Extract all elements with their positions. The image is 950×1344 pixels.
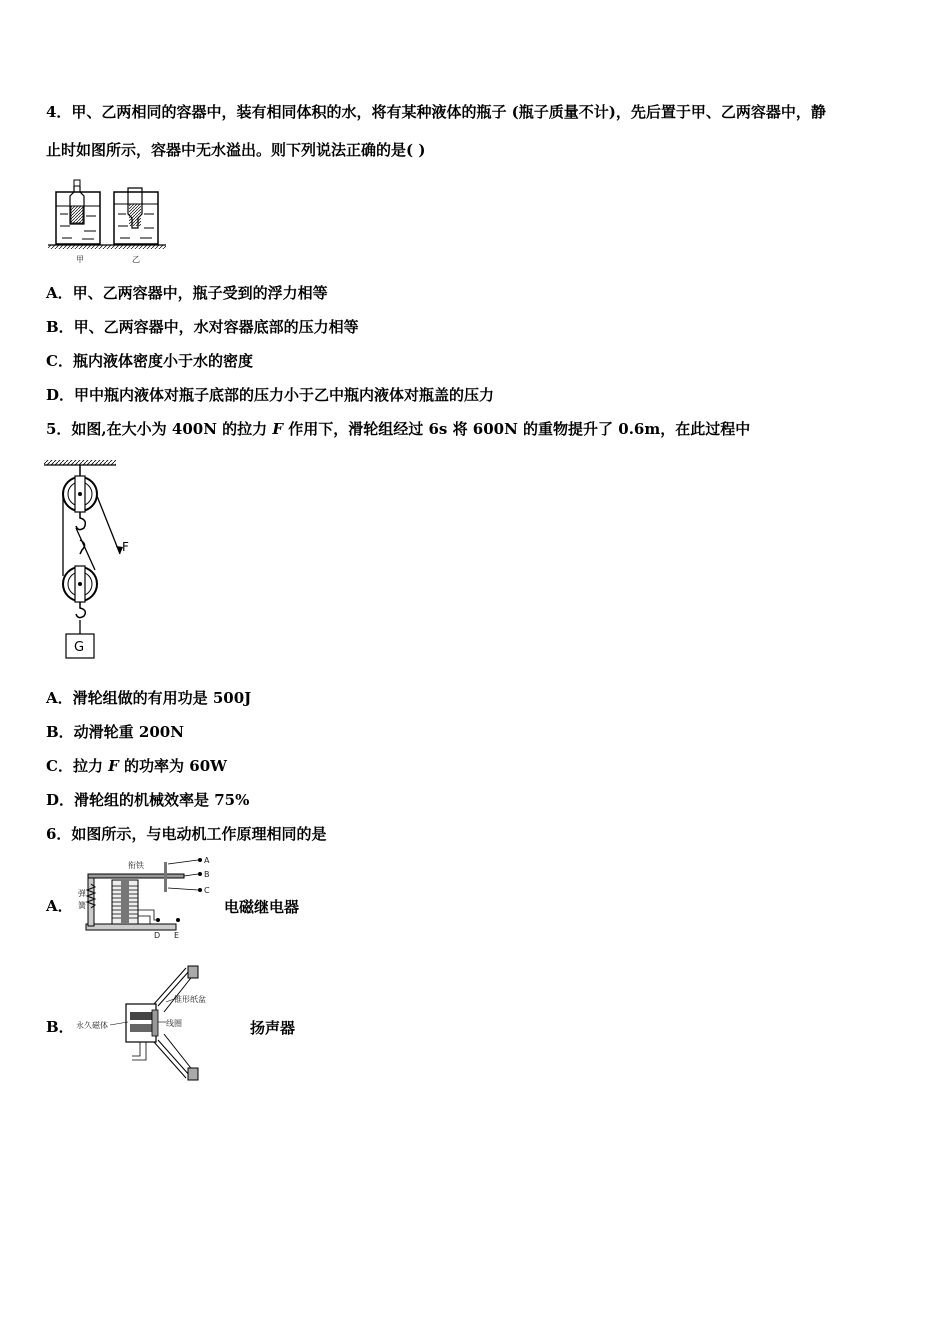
q4-option-d: D．甲中瓶内液体对瓶子底部的压力小于乙中瓶内液体对瓶盖的压力 — [46, 386, 495, 404]
cone-label: 锥形纸盆 — [174, 995, 206, 1004]
q6-option-a-label: A． — [46, 897, 73, 915]
q5-option-b: B．动滑轮重 200N — [46, 723, 184, 741]
terminal-e: E — [174, 931, 180, 940]
weight-label: G — [74, 640, 85, 655]
q5-stem-a: 5．如图,在大小为 400N 的拉力 — [46, 420, 273, 438]
terminal-b: B — [204, 870, 210, 879]
q6-option-b-label: B． — [46, 1018, 74, 1036]
q5-stem-b: 作用下，滑轮组经过 6s 将 600N 的重物提升了 0.6m，在此过程中 — [283, 420, 751, 438]
q4-option-b: B．甲、乙两容器中，水对容器底部的压力相等 — [46, 318, 359, 336]
q6-option-a-text: 电磁继电器 — [224, 898, 300, 916]
terminal-a: A — [204, 856, 210, 865]
q4-option-a: A．甲、乙两容器中，瓶子受到的浮力相等 — [46, 284, 328, 302]
armature-label: 衔铁 — [128, 861, 144, 870]
q4-stem-line1: 4．甲、乙两相同的容器中，装有相同体积的水，将有某种液体的瓶子 (瓶子质量不计)，先后置于甲、乙两容器中，静 — [46, 103, 826, 121]
q4-option-c: C．瓶内液体密度小于水的密度 — [46, 352, 253, 370]
q5-stem-var: F — [272, 420, 284, 438]
force-label: F — [122, 540, 129, 554]
label-yi: 乙 — [132, 255, 140, 264]
q6-speaker-figure — [74, 964, 234, 1084]
terminal-c: C — [204, 886, 210, 895]
terminal-d: D — [154, 931, 161, 940]
coil-label: 线圈 — [166, 1019, 182, 1028]
q6-stem: 6．如图所示，与电动机工作原理相同的是 — [46, 825, 327, 843]
label-jia: 甲 — [76, 255, 84, 264]
q5-option-c-var: F — [108, 757, 119, 775]
container-yi — [114, 188, 158, 244]
q5-option-a: A．滑轮组做的有用功是 500J — [46, 689, 252, 707]
q5-option-d: D．滑轮组的机械效率是 75% — [46, 791, 250, 809]
q4-stem-line2: 止时如图所示，容器中无水溢出。则下列说法正确的是( ) — [46, 141, 426, 159]
magnet-label: 永久磁体 — [76, 1021, 108, 1030]
q5-pulley-figure — [42, 458, 142, 664]
q6-relay-figure — [74, 852, 214, 944]
q6-option-b-text: 扬声器 — [250, 1019, 296, 1037]
q5-option-c — [46, 756, 227, 776]
q4-figure — [48, 176, 166, 266]
spring-label-1: 弹 — [78, 889, 86, 898]
container-jia — [56, 180, 100, 244]
q5-stem — [46, 419, 750, 439]
spring-label-2: 簧 — [78, 901, 86, 910]
q5-option-c-prefix: C．拉力 — [46, 757, 109, 775]
q5-option-c-suffix: 的功率为 60W — [118, 757, 227, 775]
